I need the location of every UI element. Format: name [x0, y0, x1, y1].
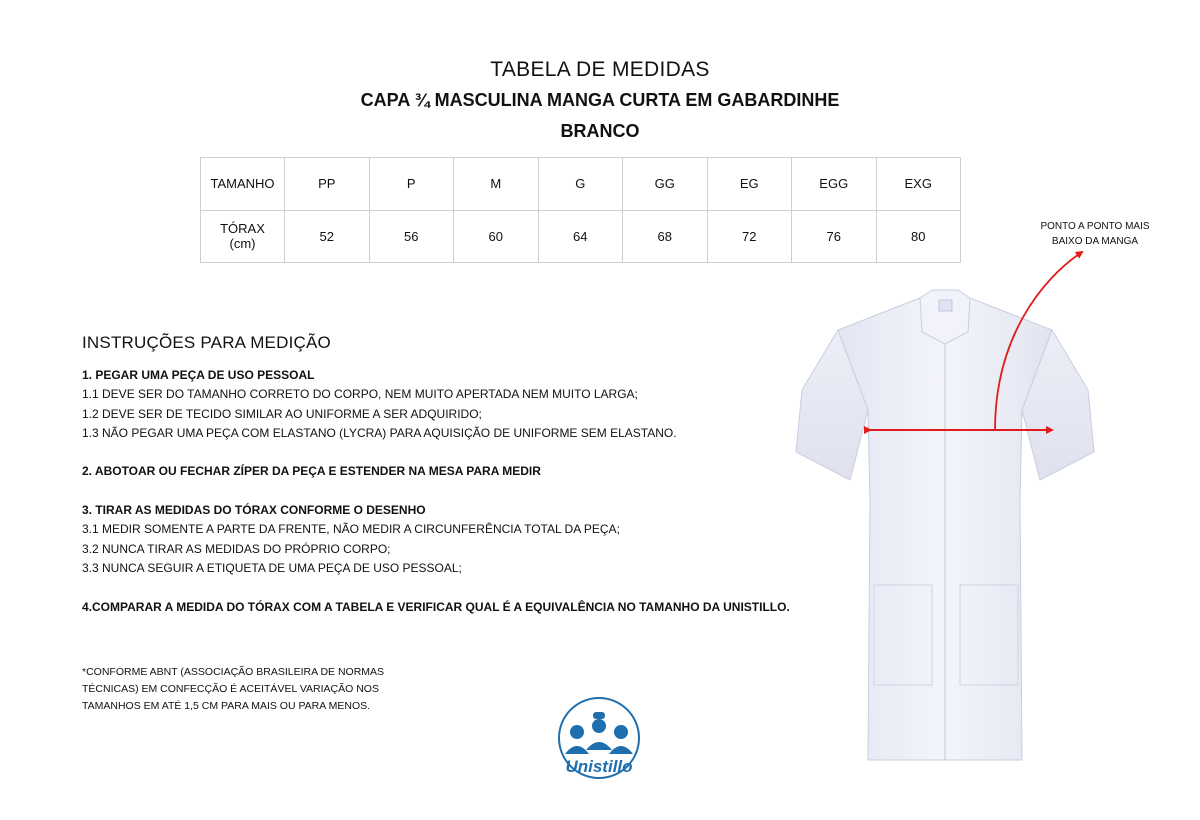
chest-value-cell: 64 [538, 210, 623, 263]
figures-icon [565, 712, 633, 754]
chest-value-cell: 76 [792, 210, 877, 263]
product-name: CAPA ¾ MASCULINA MANGA CURTA EM GABARDINHE [360, 90, 840, 110]
garment-illustration [780, 240, 1110, 780]
note-line: *CONFORME ABNT (ASSOCIAÇÃO BRASILEIRA DE NORMAS [82, 666, 385, 678]
note-line: TÉCNICAS) EM CONFECÇÃO É ACEITÁVEL VARIAÇÃO NOS [82, 683, 379, 695]
size-header-label: TAMANHO [201, 158, 285, 211]
callout-line: PONTO A PONTO MAIS [1040, 221, 1150, 232]
step-3-2: 3.2 NUNCA TIRAR AS MEDIDAS DO PRÓPRIO CORPO; [82, 541, 391, 556]
chest-label: TÓRAX [220, 221, 265, 237]
size-cell: G [538, 158, 623, 211]
instructions-list [82, 366, 790, 617]
abnt-note [82, 664, 402, 715]
unistillo-logo-icon [553, 696, 645, 780]
step-1-1: 1.1 DEVE SER DO TAMANHO CORRETO DO CORPO, NEM MUITO APERTADA NEM MUITO LARGA; [82, 387, 638, 402]
size-cell: GG [623, 158, 708, 211]
product-color: BRANCO [560, 121, 640, 141]
chest-value-cell: 60 [454, 210, 539, 263]
step-1-title: 1. PEGAR UMA PEÇA DE USO PESSOAL [82, 368, 315, 382]
chest-unit: (cm) [229, 236, 256, 252]
step-3-3: 3.3 NUNCA SEGUIR A ETIQUETA DE UMA PEÇA DE USO PESSOAL; [82, 560, 462, 575]
chest-value-cell: 56 [369, 210, 454, 263]
size-cell: EG [707, 158, 792, 211]
page-title: TABELA DE MEDIDAS [490, 58, 710, 81]
size-cell: PP [285, 158, 370, 211]
chest-value-cell: 68 [623, 210, 708, 263]
step-2-title: 2. ABOTOAR OU FECHAR ZÍPER DA PEÇA E ESTENDER NA MESA PARA MEDIR [82, 464, 541, 479]
step-1-3: 1.3 NÃO PEGAR UMA PEÇA COM ELASTANO (LYCRA) PARA AQUISIÇÃO DE UNIFORME SEM ELASTANO. [82, 425, 677, 440]
size-cell: EXG [876, 158, 961, 211]
chest-value-cell: 80 [876, 210, 961, 263]
size-cell: P [369, 158, 454, 211]
chest-value-cell: 72 [707, 210, 792, 263]
step-3-1: 3.1 MEDIR SOMENTE A PARTE DA FRENTE, NÃO MEDIR A CIRCUNFERÊNCIA TOTAL DA PEÇA; [82, 522, 620, 537]
instructions-title: INSTRUÇÕES PARA MEDIÇÃO [82, 333, 331, 352]
note-line: TAMANHOS EM ATÉ 1,5 CM PARA MAIS OU PARA MENOS. [82, 700, 371, 712]
size-header-row [201, 158, 961, 211]
callout-line: BAIXO DA MANGA [1051, 236, 1139, 247]
garment-label-icon [939, 300, 952, 311]
size-cell: M [454, 158, 539, 211]
step-4-title: 4.COMPARAR A MEDIDA DO TÓRAX COM A TABELA E VERIFICAR QUAL É A EQUIVALÊNCIA NO TAMANHO DA UNISTILLO. [82, 599, 790, 614]
step-3-title: 3. TIRAR AS MEDIDAS DO TÓRAX CONFORME O DESENHO [82, 503, 426, 518]
step-1-2: 1.2 DEVE SER DE TECIDO SIMILAR AO UNIFORME A SER ADQUIRIDO; [82, 406, 482, 421]
size-cell: EGG [792, 158, 877, 211]
logo-brand: Unistillo [565, 757, 633, 776]
chest-row-label [201, 210, 285, 263]
chest-value-cell: 52 [285, 210, 370, 263]
